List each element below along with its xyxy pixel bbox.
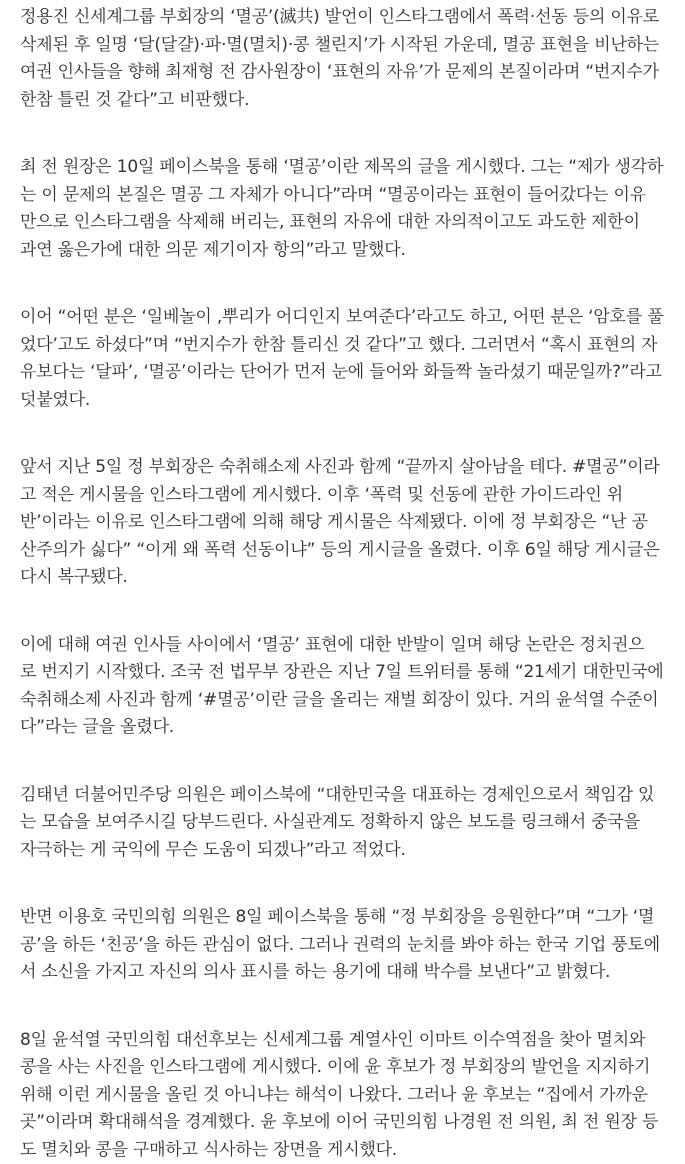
text-line: 콩을 사는 사진을 인스타그램에 게시했다. 이에 윤 후보가 정 부회장의 발언을 지지하기 [20,1054,665,1082]
text-line: 정용진 신세계그룹 부회장의 ‘멸공’(滅共) 발언이 인스타그램에서 폭력·선동 등의 이유로 [20,4,665,32]
text-line: 자극하는 게 국익에 무슨 도움이 되겠나”라고 적었다. [20,837,665,865]
text-line: 8일 윤석열 국민의힘 대선후보는 신세계그룹 계열사인 이마트 이수역점을 찾아 멸치와 [20,1027,665,1055]
text-line: 로 번지기 시작했다. 조국 전 법무부 장관은 지난 7일 트위터를 통해 “21세기 대한민국에 [20,659,665,687]
text-line: 숙취해소제 사진과 함께 ‘#멸공’이란 글을 올리는 재벌 회장이 있다. 거의 윤석열 수준이 [20,687,665,715]
text-line: 반면 이용호 국민의힘 의원은 8일 페이스북을 통해 “정 부회장을 응원한다”며 “그가 ‘멸 [20,904,665,932]
paragraph-8 [20,1027,665,1164]
text-line: 한참 틀린 것 같다”고 비판했다. [20,87,665,115]
text-line: 공’을 하든 ‘친공’을 하든 관심이 없다. 그러나 권력의 눈치를 봐야 하는 한국 기업 풍토에 [20,932,665,960]
paragraph-5 [20,632,665,742]
text-line: 산주의가 싫다” “이게 왜 폭력 선동이냐” 등의 게시글을 올렸다. 이후 6일 해당 게시글은 [20,537,665,565]
text-line: 김태년 더불어민주당 의원은 페이스북에 “대한민국을 대표하는 경제인으로서 책임감 있 [20,782,665,810]
paragraph-7 [20,904,665,987]
text-line: 만으로 인스타그램을 삭제해 버리는, 표현의 자유에 대한 자의적이고도 과도한 제한이 [20,209,665,237]
text-line: 삭제된 후 일명 ‘달(달걀)·파·멸(멸치)·콩 챌린지’가 시작된 가운데, 멸공 표현을 비난하는 [20,32,665,60]
text-line: 이어 “어떤 분은 ‘일베놀이 ,뿌리가 어디인지 보여준다’라고도 하고, 어떤 분은 ‘암호를 풀 [20,304,665,332]
text-line: 덧붙였다. [20,387,665,415]
text-line: 곳”이라며 확대해석을 경계했다. 윤 후보에 이어 국민의힘 나경원 전 의원, 최 전 원장 등 [20,1109,665,1137]
paragraph-6 [20,782,665,865]
text-line: 는 이 문제의 본질은 멸공 그 자체가 아니다”라며 “멸공이라는 표현이 들어갔다는 이유 [20,182,665,210]
paragraph-4 [20,454,665,592]
text-line: 과연 옳은가에 대한 의문 제기이자 항의”라고 말했다. [20,237,665,265]
text-line: 다시 복구됐다. [20,564,665,592]
text-line: 앞서 지난 5일 정 부회장은 숙취해소제 사진과 함께 “끝까지 살아남을 테다. #멸공”이라 [20,454,665,482]
text-line: 다”라는 글을 올렸다. [20,714,665,742]
text-line: 유보다는 ‘달파’, ‘멸공’이라는 단어가 먼저 눈에 들어와 화들짝 놀라셨기 때문일까?”라고 [20,359,665,387]
text-line: 위해 이런 게시물을 올린 것 아니냐는 해석이 나왔다. 그러나 윤 후보는 “집에서 가까운 [20,1082,665,1110]
text-line: 었다’고도 하셨다”며 “번지수가 한참 틀리신 것 같다”고 했다. 그러면서 “혹시 표현의 자 [20,332,665,360]
paragraph-3 [20,304,665,414]
text-line: 반’이라는 이유로 인스타그램에 의해 해당 게시물은 삭제됐다. 이에 정 부회장은 “난 공 [20,509,665,537]
text-line: 최 전 원장은 10일 페이스북을 통해 ‘멸공’이란 제목의 글을 게시했다. 그는 “제가 생각하 [20,154,665,182]
text-line: 여권 인사들을 향해 최재형 전 감사원장이 ‘표현의 자유’가 문제의 본질이라며 “번지수가 [20,59,665,87]
text-line: 는 모습을 보여주시길 당부드린다. 사실관계도 정확하지 않은 보도를 링크해서 중국을 [20,809,665,837]
text-line: 고 적은 게시물을 인스타그램에 게시했다. 이후 ‘폭력 및 선동에 관한 가이드라인 위 [20,482,665,510]
text-line: 서 소신을 가지고 자신의 의사 표시를 하는 용기에 대해 박수를 보낸다”고 밝혔다. [20,959,665,987]
paragraph-2 [20,154,665,264]
text-line: 이에 대해 여권 인사들 사이에서 ‘멸공’ 표현에 대한 반발이 일며 해당 논란은 정치권으 [20,632,665,660]
text-line: 도 멸치와 콩을 구매하고 식사하는 장면을 게시했다. [20,1137,665,1164]
paragraph-1 [20,4,665,114]
